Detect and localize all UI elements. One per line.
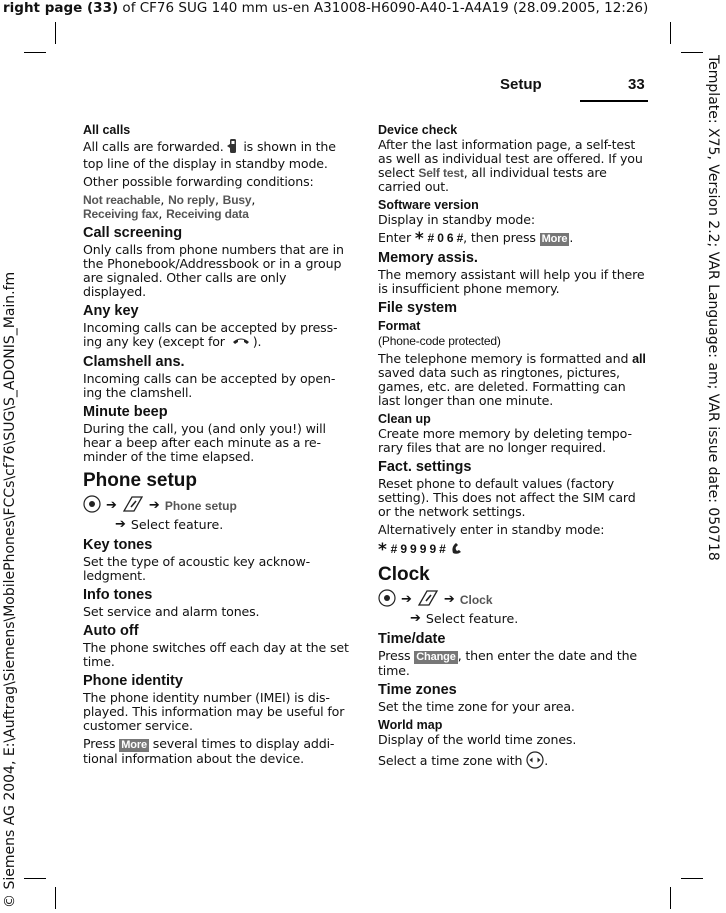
softkey-change: Change	[416, 651, 456, 663]
print-info-line	[3, 0, 648, 16]
option-no-reply: No reply	[168, 193, 215, 207]
right-column	[378, 120, 648, 776]
crop-mark	[681, 52, 703, 53]
software-version-text: Display in standby mode:	[378, 212, 535, 227]
clean-up-text: Create more memory by deleting tempo-rary files that are no longer required.	[378, 426, 632, 455]
end-call-key-icon	[229, 335, 253, 350]
phone-identity-heading: Phone identity	[83, 673, 183, 689]
page-section-title: Setup	[500, 76, 542, 93]
navigation-key-icon	[83, 495, 101, 517]
option-self-test: Self test	[418, 166, 464, 180]
call-forward-icon	[227, 138, 239, 157]
minute-beep-text: During the call, you (and only you!) will hear a beep after each minute as a re-minder of the time elapsed.	[83, 421, 326, 464]
code-9999: # 9 9 9 9 #	[390, 542, 446, 556]
time-zones-heading: Time zones	[378, 682, 457, 698]
separator: ,	[251, 192, 256, 207]
left-column	[83, 120, 351, 770]
any-key-text-b: ).	[252, 334, 262, 349]
call-screening-heading: Call screening	[83, 225, 183, 241]
phone-identity-more-b: several times to display addi-tional information about the device.	[83, 736, 335, 766]
setup-menu-icon	[417, 589, 439, 611]
clean-up-heading: Clean up	[378, 412, 431, 426]
time-date-heading: Time/date	[378, 631, 446, 647]
phone-identity-more-a: Press	[83, 736, 120, 751]
time-date-text-a: Press	[378, 648, 415, 663]
template-info: Template: X75, Version 2.2; VAR Language: am; VAR issue date: 050718	[705, 55, 721, 561]
fact-settings-text: Reset phone to default values (factory setting). This does not affect the SIM card or the network settings.	[378, 476, 636, 519]
option-receiving-data: Receiving data	[166, 207, 249, 221]
crop-mark	[24, 52, 46, 53]
setup-menu-icon	[122, 495, 144, 517]
print-info-rest: of CF76 SUG 140 mm us-en A31008-H6090-A40-1-A4A19 (28.09.2005, 12:26)	[118, 0, 649, 16]
time-date-text	[378, 649, 648, 678]
any-key-text	[83, 321, 351, 350]
device-check-text	[378, 138, 648, 194]
separator: ,	[160, 192, 169, 207]
option-receiving-fax: Receiving fax	[83, 207, 159, 221]
key-tones-heading: Key tones	[83, 537, 153, 553]
call-key-icon	[450, 541, 464, 558]
time-date-text-b: , then enter the date and the time.	[378, 648, 638, 678]
phone-setup-navigation	[83, 495, 351, 533]
menu-phone-setup: Phone setup	[164, 499, 237, 513]
clock-navigation	[378, 589, 648, 627]
softkey-more: More	[121, 739, 147, 751]
clamshell-text: Incoming calls can be accepted by open-ing the clamshell.	[83, 371, 336, 400]
phone-identity-more-text	[83, 737, 351, 766]
memory-assis-text: The memory assistant will help you if there is insufficient phone memory.	[378, 267, 645, 296]
fact-settings-heading: Fact. settings	[378, 459, 472, 475]
format-text-a: The telephone memory is formatted and	[378, 351, 633, 366]
header-rule	[580, 100, 648, 102]
crop-mark	[670, 22, 671, 44]
then-press-text: , then press	[463, 230, 540, 245]
all-calls-text	[83, 138, 351, 171]
call-screening-text: Only calls from phone numbers that are in the Phonebook/Addressbook or in a group are signaled. Other calls are only displayed.	[83, 242, 344, 299]
arrow-icon: ➔	[401, 592, 412, 607]
select-feature-text: Select feature.	[130, 517, 224, 532]
navigation-key-icon	[378, 589, 396, 611]
time-zones-text: Set the time zone for your area.	[378, 699, 575, 714]
nav-row	[83, 495, 351, 517]
info-tones-text: Set service and alarm tones.	[83, 604, 260, 619]
separator: ,	[214, 192, 223, 207]
auto-off-heading: Auto off	[83, 623, 139, 639]
arrow-icon: ➔	[148, 498, 160, 513]
info-tones-heading: Info tones	[83, 587, 153, 603]
device-check-heading: Device check	[378, 123, 458, 137]
device-check-text-a: After the last information page, a self-test as well as individual test are offered. If you select	[378, 137, 643, 180]
arrow-icon: ➔	[443, 592, 455, 607]
all-calls-heading: All calls	[83, 123, 131, 137]
forwarding-conditions-intro: Other possible forwarding conditions:	[83, 174, 314, 189]
option-not-reachable: Not reachable	[83, 193, 161, 207]
separator: ,	[158, 206, 167, 221]
auto-off-text: The phone switches off each day at the set time.	[83, 640, 349, 669]
print-info-page: right page (33)	[3, 0, 119, 16]
menu-clock: Clock	[459, 593, 493, 607]
crop-mark	[24, 878, 46, 879]
format-heading: Format	[378, 319, 421, 333]
nav-row	[378, 589, 648, 611]
fact-settings-code	[378, 541, 648, 558]
file-system-heading: File system	[378, 300, 457, 316]
nav-left-right-icon	[526, 751, 544, 772]
clock-heading: Clock	[378, 564, 430, 585]
period: .	[569, 230, 574, 245]
memory-assis-heading: Memory assis.	[378, 250, 478, 266]
any-key-text-a: Incoming calls can be accepted by press-ing any key (except for	[83, 320, 338, 349]
crop-mark	[681, 878, 703, 879]
world-map-heading: World map	[378, 718, 443, 732]
format-text-b: saved data such as ringtones, pictures, games, etc. are deleted. Formatting can last longer than one minute.	[378, 365, 626, 408]
nav-row	[378, 611, 648, 627]
software-version-heading: Software version	[378, 198, 479, 212]
code-06: # 0 6 #	[427, 231, 464, 245]
fact-settings-alt-text: Alternatively enter in standby mode:	[378, 522, 605, 537]
arrow-icon: ➔	[115, 517, 126, 532]
format-subtitle: (Phone-code protected)	[378, 334, 501, 348]
clamshell-heading: Clamshell ans.	[83, 354, 185, 370]
device-check-text-b: , all individual tests are carried out.	[378, 165, 607, 194]
world-map-select-b: .	[544, 753, 549, 768]
arrow-icon: ➔	[106, 498, 117, 513]
all-calls-text-b: is shown in the top line of the display in standby mode.	[83, 139, 336, 171]
phone-identity-text: The phone identity number (IMEI) is dis-played. This information may be useful for customer service.	[83, 690, 345, 733]
star-key: *	[378, 540, 387, 560]
softkey-more: More	[541, 233, 568, 245]
software-version-code	[378, 229, 648, 249]
minute-beep-heading: Minute beep	[83, 404, 168, 420]
select-feature-text: Select feature.	[425, 611, 519, 626]
star-key: *	[414, 229, 424, 249]
world-map-select-a: Select a time zone with	[378, 753, 527, 768]
page-number: 33	[628, 76, 645, 93]
copyright-path: © Siemens AG 2004, E:\Auftrag\Siemens\MobilePhones\FCCs\cf76\SUG\S_ADONIS_Main.fm	[2, 271, 18, 908]
phone-setup-heading: Phone setup	[83, 470, 198, 491]
crop-mark	[55, 22, 56, 44]
arrow-icon: ➔	[410, 611, 421, 626]
forwarding-conditions-list	[83, 193, 351, 221]
nav-row	[83, 517, 351, 533]
world-map-text: Display of the world time zones.	[378, 732, 577, 747]
key-tones-text: Set the type of acoustic key acknow-ledgment.	[83, 554, 311, 583]
format-text	[378, 352, 648, 408]
world-map-select-text	[378, 751, 648, 772]
option-busy: Busy	[222, 193, 252, 207]
crop-mark	[55, 887, 56, 909]
format-all: all	[632, 352, 646, 366]
enter-text: Enter	[378, 230, 415, 245]
any-key-heading: Any key	[83, 303, 139, 319]
crop-mark	[670, 887, 671, 909]
all-calls-text-a: All calls are forwarded.	[83, 139, 228, 154]
